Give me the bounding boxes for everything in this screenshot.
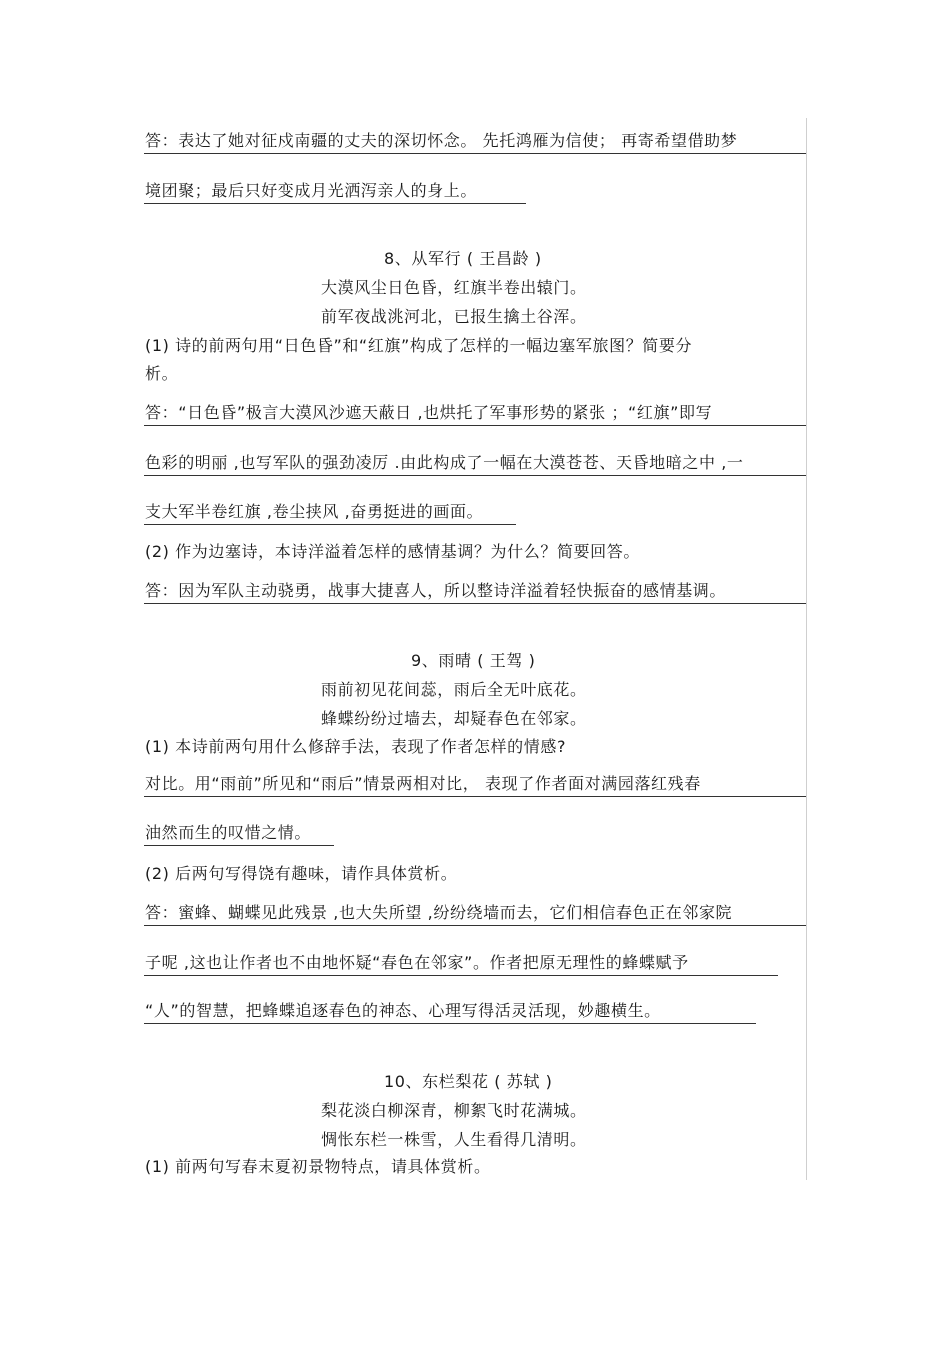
answer-line: 境团聚；最后只好变成月光洒泻亲人的身上。 — [145, 181, 478, 200]
poem-verse: 蜂蝶纷纷过墙去，却疑春色在邻家。 — [321, 709, 587, 728]
answer-line: 答：因为军队主动骁勇，战事大捷喜人，所以整诗洋溢着轻快振奋的感情基调。 — [145, 581, 727, 600]
question-text: (1) 诗的前两句用“日色昏”和“红旗”构成了怎样的一幅边塞军旅图？简要分 — [145, 336, 693, 355]
question-text: 析。 — [145, 364, 179, 383]
poem-verse: 前军夜战洮河北，已报生擒土谷浑。 — [321, 307, 587, 326]
poem-verse: 大漠风尘日色昏，红旗半卷出辕门。 — [321, 278, 587, 297]
answer-underline — [144, 975, 778, 976]
poem-verse: 惆怅东栏一株雪，人生看得几清明。 — [321, 1130, 587, 1149]
answer-underline — [144, 203, 526, 204]
right-margin-rule — [806, 118, 807, 1180]
question-text: (2) 后两句写得饶有趣味，请作具体赏析。 — [145, 864, 458, 883]
answer-line: 子呢 ,这也让作者也不由地怀疑“春色在邻家”。作者把原无理性的蜂蝶赋予 — [145, 953, 689, 972]
answer-underline — [144, 153, 806, 154]
answer-line: 色彩的明丽 ,也写军队的强劲凌厉 .由此构成了一幅在大漠苍苍、天昏地暗之中 ,一 — [145, 453, 744, 472]
answer-underline — [144, 1023, 756, 1024]
answer-underline — [144, 475, 806, 476]
answer-underline — [144, 524, 516, 525]
answer-line: 对比。用“雨前”所见和“雨后”情景两相对比， 表现了作者面对满园落红残春 — [145, 774, 701, 793]
answer-line: 答：蜜蜂、蝴蝶见此残景 ,也大失所望 ,纷纷绕墙而去，它们相信春色正在邻家院 — [145, 903, 733, 922]
answer-underline — [144, 925, 806, 926]
answer-underline — [144, 425, 806, 426]
question-text: (1) 前两句写春末夏初景物特点，请具体赏析。 — [145, 1157, 491, 1176]
answer-underline — [144, 796, 806, 797]
poem-verse: 雨前初见花间蕊，雨后全无叶底花。 — [321, 680, 587, 699]
poem-title: 9、雨晴 ( 王驾 ) — [411, 651, 536, 670]
question-text: (1) 本诗前两句用什么修辞手法，表现了作者怎样的情感? — [145, 737, 567, 756]
poem-title: 8、从军行 ( 王昌龄 ) — [384, 249, 542, 268]
answer-line: “人”的智慧，把蜂蝶追逐春色的神态、心理写得活灵活现，妙趣横生。 — [145, 1001, 661, 1020]
poem-title: 10、东栏梨花 ( 苏轼 ) — [384, 1072, 553, 1091]
answer-line: 支大军半卷红旗 ,卷尘挟风 ,奋勇挺进的画面。 — [145, 502, 484, 521]
question-text: (2) 作为边塞诗，本诗洋溢着怎样的感情基调？为什么？简要回答。 — [145, 542, 640, 561]
answer-line: 答：表达了她对征戍南疆的丈夫的深切怀念。 先托鸿雁为信使； 再寄希望借助梦 — [145, 131, 738, 150]
answer-underline — [144, 603, 806, 604]
answer-line: 油然而生的叹惜之情。 — [145, 823, 312, 842]
answer-line: 答：“日色昏”极言大漠风沙遮天蔽日 ,也烘托了军事形势的紧张 ；“红旗”即写 — [145, 403, 713, 422]
answer-underline — [144, 845, 334, 846]
poem-verse: 梨花淡白柳深青，柳絮飞时花满城。 — [321, 1101, 587, 1120]
